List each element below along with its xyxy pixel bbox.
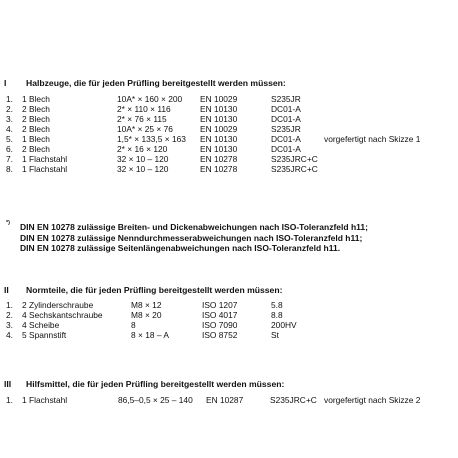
section-2-title: Normteile, die für jeden Prüfling bereitgestellt werden müssen: [26, 285, 283, 295]
item-material: 200HV [271, 320, 297, 330]
item-material: 5.8 [271, 300, 283, 310]
item-qty-name: 1 Blech [22, 94, 50, 104]
item-material: DC01-A [271, 104, 301, 114]
item-dimensions: 10A* × 25 × 76 [117, 124, 173, 134]
item-material: S235JRC+C [271, 154, 318, 164]
item-index: 3. [6, 114, 13, 124]
footnote-line: DIN EN 10278 zulässige Seitenlängenabweichungen nach ISO-Toleranzfeld h11. [20, 243, 341, 253]
item-dimensions: 86,5–0,5 × 25 – 140 [118, 395, 193, 405]
item-material: S235JR [271, 124, 301, 134]
section-2-number: II [4, 285, 9, 295]
item-dimensions: 2* × 110 × 116 [117, 104, 171, 114]
item-index: 7. [6, 154, 13, 164]
item-material: DC01-A [271, 114, 301, 124]
footnote-marker: *) [6, 220, 10, 226]
item-dimensions: 10A* × 160 × 200 [117, 94, 183, 104]
item-index: 1. [6, 300, 13, 310]
item-index: 2. [6, 310, 13, 320]
item-dimensions: 1,5* × 133,5 × 163 [117, 134, 186, 144]
section-1-number: I [4, 78, 7, 88]
item-material: DC01-A [271, 144, 301, 154]
item-index: 1. [6, 94, 13, 104]
item-qty-name: 2 Blech [22, 114, 50, 124]
item-remark: vorgefertigt nach Skizze 1 [324, 134, 421, 144]
item-index: 6. [6, 144, 13, 154]
item-norm: ISO 4017 [202, 310, 238, 320]
item-norm: EN 10029 [200, 124, 238, 134]
item-material: 8.8 [271, 310, 283, 320]
item-index: 3. [6, 320, 13, 330]
item-qty-name: 1 Blech [22, 134, 50, 144]
footnote-line: DIN EN 10278 zulässige Breiten- und Dickenabweichungen nach ISO-Toleranzfeld h11; [20, 222, 368, 232]
item-index: 8. [6, 164, 13, 174]
item-dimensions: 32 × 10 – 120 [117, 154, 169, 164]
footnote-line: DIN EN 10278 zulässige Nenndurchmesserabweichungen nach ISO-Toleranzfeld h11; [20, 232, 363, 243]
section-3-title: Hilfsmittel, die für jeden Prüfling bereitgestellt werden müssen: [26, 379, 285, 389]
item-qty-name: 2 Blech [22, 104, 50, 114]
item-dimensions: M8 × 20 [131, 310, 162, 320]
item-qty-name: 2 Blech [22, 144, 50, 154]
section-1-heading [4, 78, 286, 88]
item-norm: EN 10130 [200, 104, 238, 114]
item-material: S235JRC+C [271, 164, 318, 174]
item-norm: EN 10278 [200, 154, 238, 164]
item-norm: ISO 8752 [202, 330, 238, 340]
item-dimensions: 8 × 18 – A [131, 330, 169, 340]
item-norm: EN 10287 [206, 395, 244, 405]
item-dimensions: 32 × 10 – 120 [117, 164, 169, 174]
item-norm: EN 10130 [200, 114, 238, 124]
item-qty-name: 5 Spannstift [22, 330, 67, 340]
item-index: 4. [6, 124, 13, 134]
item-qty-name: 2 Blech [22, 124, 50, 134]
item-qty-name: 2 Zylinderschraube [22, 300, 94, 310]
item-material: S235JR [271, 94, 301, 104]
item-material: S235JRC+C [270, 395, 317, 405]
item-dimensions: M8 × 12 [131, 300, 162, 310]
item-index: 4. [6, 330, 13, 340]
section-3-heading [4, 379, 284, 389]
item-index: 1. [6, 395, 13, 405]
item-index: 5. [6, 134, 13, 144]
item-norm: ISO 7090 [202, 320, 238, 330]
item-material: St [271, 330, 279, 340]
section-1-title: Halbzeuge, die für jeden Prüfling bereitgestellt werden müssen: [26, 78, 286, 88]
item-qty-name: 1 Flachstahl [22, 164, 68, 174]
item-qty-name: 4 Sechskantschraube [22, 310, 103, 320]
item-norm: EN 10130 [200, 134, 238, 144]
item-qty-name: 1 Flachstahl [22, 154, 68, 164]
section-2-heading [4, 285, 282, 295]
item-qty-name: 1 Flachstahl [22, 395, 68, 405]
item-material: DC01-A [271, 134, 301, 144]
item-remark: vorgefertigt nach Skizze 2 [324, 395, 421, 405]
item-dimensions: 8 [131, 320, 136, 330]
item-norm: EN 10130 [200, 144, 238, 154]
item-dimensions: 2* × 16 × 120 [117, 144, 168, 154]
item-qty-name: 4 Scheibe [22, 320, 60, 330]
section-3-number: III [4, 379, 12, 389]
item-norm: EN 10278 [200, 164, 238, 174]
item-norm: ISO 1207 [202, 300, 238, 310]
item-dimensions: 2* × 76 × 115 [117, 114, 167, 124]
item-index: 2. [6, 104, 13, 114]
item-norm: EN 10029 [200, 94, 238, 104]
